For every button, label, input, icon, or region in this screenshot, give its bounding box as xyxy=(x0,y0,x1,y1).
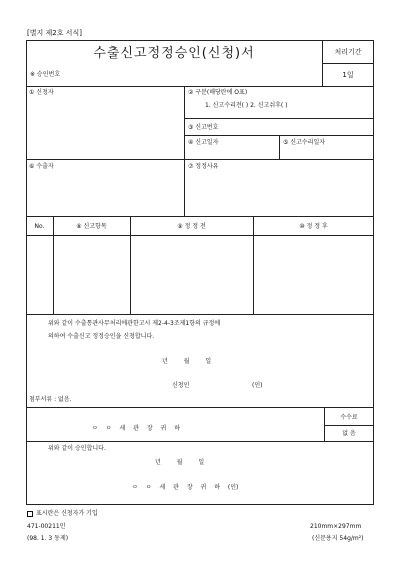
processing-label: 처리기간 xyxy=(334,48,362,56)
processing-value: 1일 xyxy=(342,71,354,79)
table-head-no: No. xyxy=(34,223,45,230)
applicant-signature-label: 신청인 xyxy=(172,382,190,389)
exporter-bottom-line xyxy=(26,216,374,217)
form-title: 수출신고정정승인(신청)서 xyxy=(93,46,255,61)
declaration-date-label: ④ 신고일자 xyxy=(188,139,219,146)
fee-value: 없 음 xyxy=(342,430,356,437)
table-col-line-3 xyxy=(253,216,254,314)
approval-number-label: ※ 승인번호 xyxy=(30,71,61,78)
classification-options: 1. 신고수리전( ) 2. 신고쉬후( ) xyxy=(205,102,288,109)
table-head-item: ⑧ 신고항목 xyxy=(76,223,107,230)
frame-left xyxy=(26,40,27,505)
table-head-after: ⑩ 정 정 후 xyxy=(299,223,328,230)
exporter-label: ⑥ 수출자 xyxy=(29,163,54,170)
declaration-number-label: ③ 신고번호 xyxy=(188,124,219,131)
paper-size: 210mm×297mm xyxy=(310,523,362,530)
revision-date: (98. 1. 3 동제) xyxy=(27,535,69,542)
paper-type: (신문용지 54g/m²) xyxy=(312,535,364,542)
approval-customs-head: ㅇ ㅇ 세 관 장 귀 하 (인) xyxy=(132,484,239,491)
table-col-line-1 xyxy=(53,216,54,314)
applicant-divider xyxy=(184,86,185,159)
attachment-bottom-line xyxy=(26,407,374,408)
fee-bottom-line xyxy=(26,441,374,442)
exporter-divider xyxy=(184,159,185,216)
approval-statement: 위와 같이 승인합니다. xyxy=(48,445,106,452)
table-head-bottom-line xyxy=(26,235,374,236)
declaration-accept-date-label: ⑤ 신고수리일자 xyxy=(283,139,326,146)
footer-note: 표시란은 신청자가 기입 xyxy=(36,510,98,517)
applicant-bottom-line xyxy=(26,159,374,160)
table-head-before: ⑨ 정 정 전 xyxy=(177,223,206,230)
approval-date: 년 월 일 xyxy=(155,459,205,466)
reason-label: ⑦ 정정사유 xyxy=(188,163,219,170)
classification-bottom-line xyxy=(184,118,374,119)
form-code: 471-00211민 xyxy=(27,523,66,530)
attachment-text: 첨부서류 : 없음. xyxy=(29,396,72,403)
fee-mid-line xyxy=(324,425,374,426)
processing-mid-line xyxy=(322,63,374,64)
frame-bottom xyxy=(26,504,374,505)
statement-line-1: 위와 같이 수출통관사무처리에관한고시 제2-4-3조제1항의 규정에 xyxy=(48,320,221,327)
classification-label: ② 구분(해당란에 O표) xyxy=(188,89,248,96)
applicant-seal: (인) xyxy=(252,382,263,389)
declaration-date-divider xyxy=(279,135,280,159)
header-bottom-line xyxy=(26,86,374,87)
table-col-line-2 xyxy=(130,216,131,314)
table-bottom-line xyxy=(26,314,374,315)
application-date: 년 월 일 xyxy=(162,358,212,365)
fee-label: 수수료 xyxy=(340,414,358,421)
customs-head-addressee: ㅇ ㅇ 세 관 장 귀 하 xyxy=(92,425,181,432)
form-label: [별지 제2호 서식] xyxy=(27,29,82,37)
applicant-label: ① 신청자 xyxy=(29,89,54,96)
statement-line-2: 의하여 수출신고 정정승인을 신청합니다. xyxy=(48,333,155,340)
marked-field-checkbox-icon xyxy=(27,511,33,517)
